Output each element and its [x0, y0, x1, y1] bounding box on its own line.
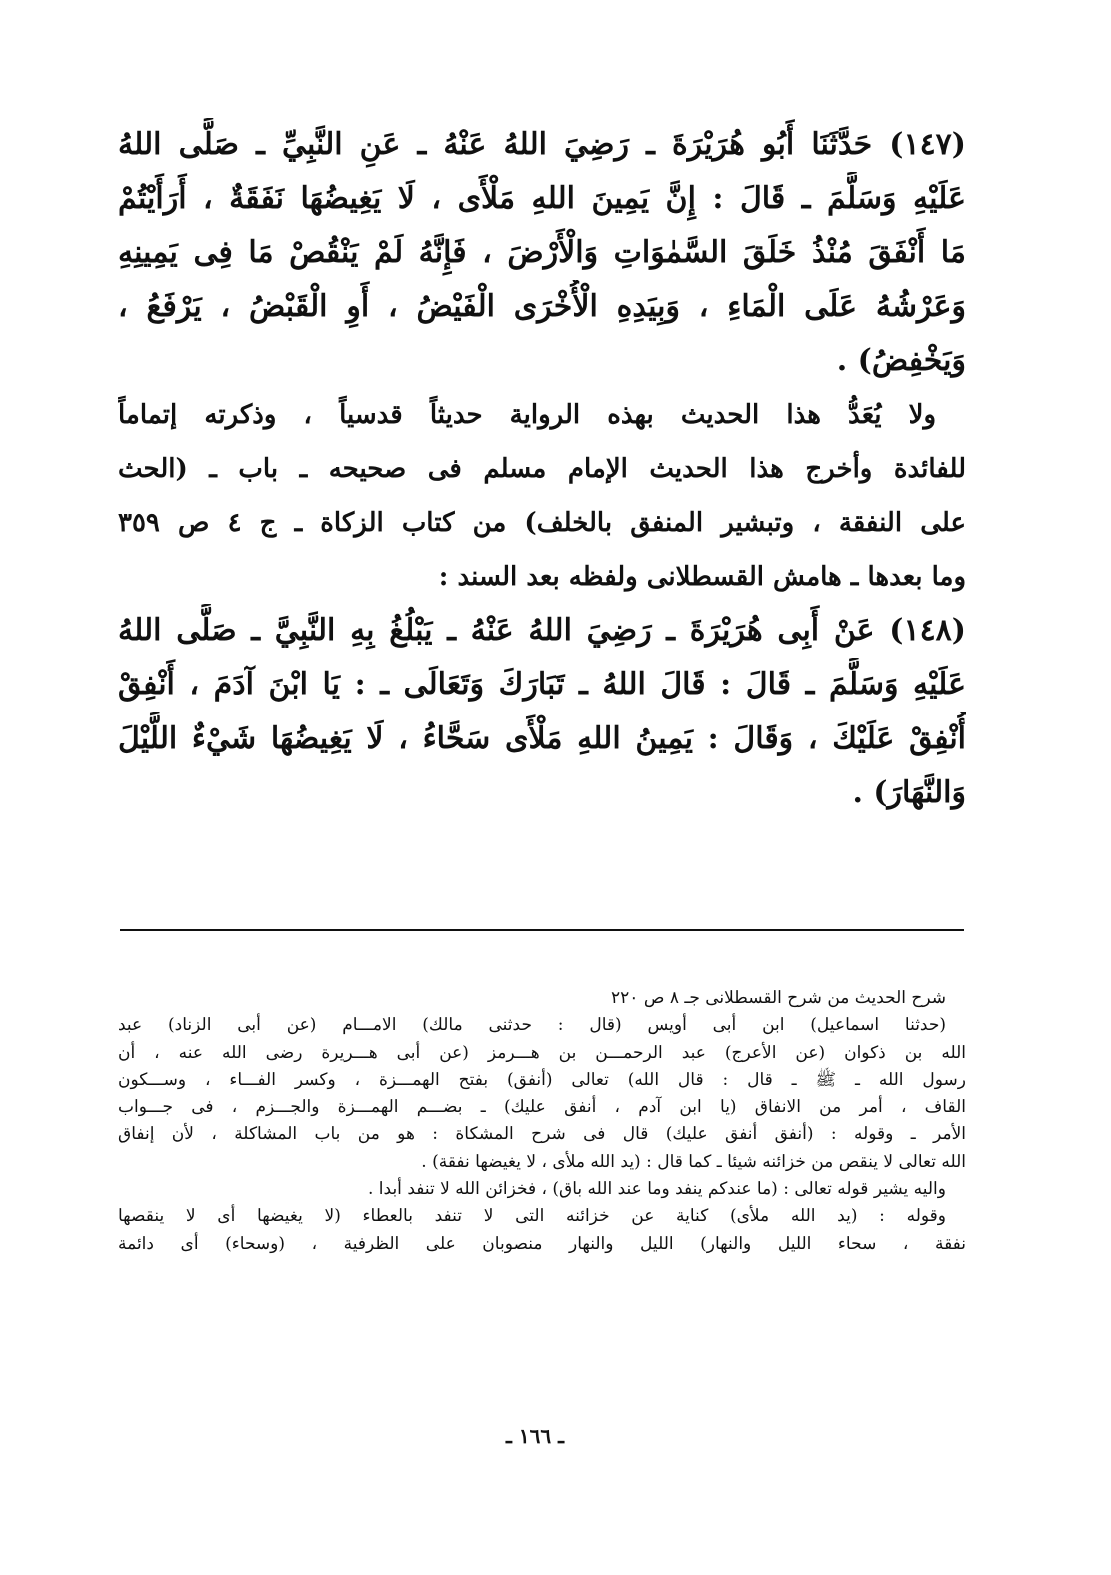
footnote-line-9: نفقة ، سحاء الليل والنهار) الليل والنهار منصوبان على الظرفية ، (وسحاء) أى دائمة — [118, 1233, 966, 1254]
hadith-147-line-3: مَا أَنْفَقَ مُنْذُ خَلَقَ السَّمٰوَاتِ وَالْأَرْضَ ، فَإِنَّهُ لَمْ يَنْقُصْ مَا فِى يَمِينِهِ — [118, 235, 966, 270]
hadith-148 — [118, 604, 966, 820]
hadith-147-line-4: وَعَرْشُهُ عَلَى الْمَاءِ ، وَبِيَدِهِ الْأُخْرَى الْفَيْضُ ، أَوِ الْقَبْضُ ، يَرْفَعُ ، — [118, 289, 966, 324]
footnote-line-6: الله تعالى لا ينقص من خزائنه شيئا ـ كما قال : (يد الله ملأى ، لا يغيضها نفقة) . — [421, 1151, 966, 1172]
hadith-148-line-3: أُنْفِقْ عَلَيْكَ ، وَقَالَ : يَمِينُ اللهِ مَلْأَى سَحَّاءُ ، لَا يَغِيضُهَا شَيْءٌ اللَّيْلَ — [118, 721, 966, 756]
commentary-line-1: ولا يُعَدُّ هذا الحديث بهذه الرواية حديثاً قدسياً ، وذكرته إتماماً — [118, 400, 936, 430]
footnote-line-8: وقوله : (يد الله ملأى) كناية عن خزائنه التى لا تنفد بالعطاء (لا يغيضها أى لا ينقصها — [118, 1206, 946, 1227]
commentary-line-3: على النفقة ، وتبشير المنفق بالخلف) من كتاب الزكاة ـ ج ٤ ص ٣٥٩ — [118, 508, 966, 538]
hadith-148-line-4: وَالنَّهَارَ) . — [852, 775, 966, 810]
footnote-line-2: الله بن ذكوان (عن الأعرج) عبد الرحمـــن بن هـــرمز (عن أبى هـــريرة رضى الله عنه ، أن — [118, 1042, 966, 1063]
footnote-line-4: القاف ، أمر من الانفاق (يا ابن آدم ، أنفق عليك) ـ بضـــم الهمـــزة والجـــزم ، فى جـــواب — [118, 1097, 966, 1118]
hadith-148-line-2: عَلَيْهِ وَسَلَّمَ ـ قَالَ : قَالَ اللهُ ـ تَبَارَكَ وَتَعَالَى ـ : يَا ابْنَ آدَمَ ، أَنْفِقْ — [118, 667, 966, 702]
page-number: ـ ١٦٦ ـ — [506, 1424, 564, 1448]
main-text — [118, 118, 966, 820]
hadith-147 — [118, 118, 966, 388]
hadith-148-line-1: (١٤٨) عَنْ أَبِى هُرَيْرَةَ ـ رَضِيَ اللهُ عَنْهُ ـ يَبْلُغُ بِهِ النَّبِيَّ ـ صَلَّى اللهُ — [118, 613, 966, 648]
commentary-line-2: للفائدة وأخرج هذا الحديث الإمام مسلم فى صحيحه ـ باب ـ (الحث — [118, 454, 966, 484]
hadith-147-line-5: وَيَخْفِضُ) . — [836, 343, 966, 378]
footnote-line-5: الأمر ـ وقوله : (أنفق أنفق عليك) قال فى شرح المشكاة : هو من باب المشاكلة ، لأن إنفاق — [118, 1124, 966, 1145]
footnotes — [118, 985, 966, 1258]
footnote-line-3: رسول الله ـ ﷺ ـ قال : قال الله) تعالى (أنفق) بفتح الهمـــزة ، وكسر الفـــاء ، وســـكون — [118, 1069, 966, 1090]
hadith-147-line-1: (١٤٧) حَدَّثَنَا أَبُو هُرَيْرَةَ ـ رَضِيَ اللهُ عَنْهُ ـ عَنِ النَّبِيِّ ـ صَلَّى اللهُ — [118, 127, 966, 162]
footnote-divider — [120, 929, 964, 931]
commentary-paragraph — [118, 388, 966, 604]
footnote-line-1: (حدثنا اسماعيل) ابن أبى أويس (قال : حدثنى مالك) الامـــام (عن أبى الزناد) عبد — [118, 1015, 946, 1036]
commentary-line-4: وما بعدها ـ هامش القسطلانى ولفظه بعد السند : — [438, 562, 966, 592]
footnote-heading: شرح الحديث من شرح القسطلانى جـ ٨ ص ٢٢٠ — [611, 988, 946, 1008]
footnote-line-7: واليه يشير قوله تعالى : (ما عندكم ينفد وما عند الله باق) ، فخزائن الله لا تنفد أبدا . — [368, 1179, 946, 1200]
hadith-147-line-2: عَلَيْهِ وَسَلَّمَ ـ قَالَ : إِنَّ يَمِينَ اللهِ مَلْأَى ، لَا يَغِيضُهَا نَفَقَةٌ ، أَرَأَيْتُمْ — [118, 181, 966, 216]
